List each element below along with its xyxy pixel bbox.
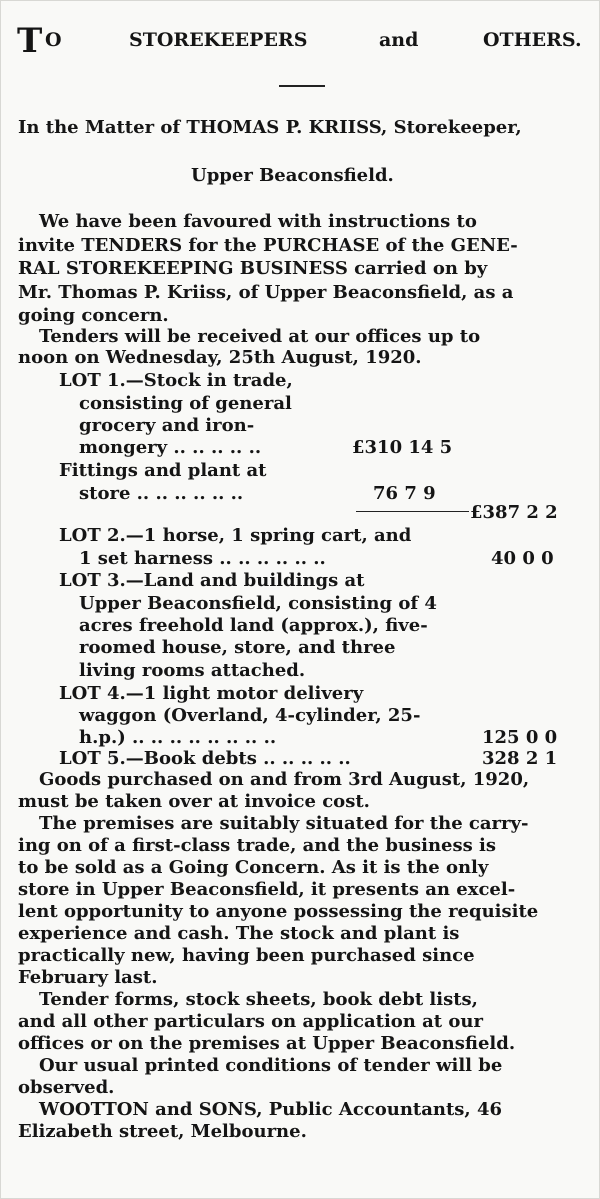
- lot1-line-1: LOT 1.—Stock in trade,: [59, 370, 293, 391]
- title-word-others: OTHERS.: [483, 29, 582, 51]
- subtotal-rule: [356, 511, 469, 512]
- title-suffix: O: [45, 29, 62, 51]
- lot1-line-2: consisting of general: [79, 393, 292, 414]
- intro-line-5: going concern.: [18, 305, 169, 326]
- intro-line-3: RAL STOREKEEPING BUSINESS carried on by: [18, 258, 488, 279]
- body-line-1: Goods purchased on and from 3rd August, 1920,: [39, 769, 530, 790]
- body-line-14: Our usual printed conditions of tender will be: [39, 1055, 503, 1076]
- lot5-amount: 328 2 1: [482, 748, 558, 769]
- intro-line-4: Mr. Thomas P. Kriiss, of Upper Beaconsfield, as a: [18, 282, 514, 303]
- lot1-line-3: grocery and iron-: [79, 415, 255, 436]
- title-divider: [279, 85, 325, 87]
- title-word-and: and: [379, 29, 419, 51]
- body-line-12: and all other particulars on application at our: [18, 1011, 483, 1032]
- body-line-10: February last.: [18, 967, 158, 988]
- body-line-13: offices or on the premises at Upper Beaconsfield.: [18, 1033, 516, 1054]
- lot4-line-2: waggon (Overland, 4-cylinder, 25-: [79, 705, 421, 726]
- lot1-amount: £310 14 5: [352, 437, 453, 458]
- intro-line-1: We have been favoured with instructions to: [39, 211, 477, 232]
- body-line-15: observed.: [18, 1077, 115, 1098]
- fittings-line-2: store .. .. .. .. .. ..: [79, 483, 244, 504]
- lot1-line-4: mongery .. .. .. .. ..: [79, 437, 262, 458]
- intro-line-2: invite TENDERS for the PURCHASE of the GENE-: [18, 235, 518, 256]
- lot4-line-3: h.p.) .. .. .. .. .. .. .. ..: [79, 727, 277, 748]
- body-line-5: to be sold as a Going Concern. As it is the only: [18, 857, 489, 878]
- lot3-line-1: LOT 3.—Land and buildings at: [59, 570, 365, 591]
- lot2-line-2: 1 set harness .. .. .. .. .. ..: [79, 548, 326, 569]
- body-line-6: store in Upper Beaconsfield, it presents an excel-: [18, 879, 516, 900]
- lot3-line-5: living rooms attached.: [79, 660, 306, 681]
- lot3-line-3: acres freehold land (approx.), five-: [79, 615, 428, 636]
- intro-line-7: noon on Wednesday, 25th August, 1920.: [18, 347, 422, 368]
- lot3-line-2: Upper Beaconsfield, consisting of 4: [79, 593, 437, 614]
- fittings-line-1: Fittings and plant at: [59, 460, 267, 481]
- lot4-line-1: LOT 4.—1 light motor delivery: [59, 683, 364, 704]
- intro-line-6: Tenders will be received at our offices up to: [39, 326, 481, 347]
- body-line-4: ing on of a first-class trade, and the business is: [18, 835, 497, 856]
- body-line-3: The premises are suitably situated for the carry-: [39, 813, 529, 834]
- title-word-storekeepers: STOREKEEPERS: [129, 29, 308, 51]
- lot4-amount: 125 0 0: [482, 727, 558, 748]
- body-line-9: practically new, having been purchased since: [18, 945, 475, 966]
- matter-line-2: Upper Beaconsfield.: [191, 165, 394, 186]
- body-line-2: must be taken over at invoice cost.: [18, 791, 370, 812]
- fittings-amount: 76 7 9: [373, 483, 436, 504]
- dropcap-letter: T: [17, 21, 43, 61]
- lot5-line: LOT 5.—Book debts .. .. .. .. ..: [59, 748, 351, 769]
- body-line-7: lent opportunity to anyone possessing the requisite: [18, 901, 539, 922]
- body-line-8: experience and cash. The stock and plant is: [18, 923, 460, 944]
- lot2-amount: 40 0 0: [491, 548, 554, 569]
- lot3-line-4: roomed house, store, and three: [79, 637, 396, 658]
- body-line-11: Tender forms, stock sheets, book debt lists,: [39, 989, 478, 1010]
- lot1-total: £387 2 2: [470, 502, 558, 523]
- matter-line-1: In the Matter of THOMAS P. KRIISS, Storekeeper,: [18, 117, 522, 138]
- body-line-17: Elizabeth street, Melbourne.: [18, 1121, 307, 1142]
- lot2-line-1: LOT 2.—1 horse, 1 spring cart, and: [59, 525, 412, 546]
- body-line-16: WOOTTON and SONS, Public Accountants, 46: [39, 1099, 503, 1120]
